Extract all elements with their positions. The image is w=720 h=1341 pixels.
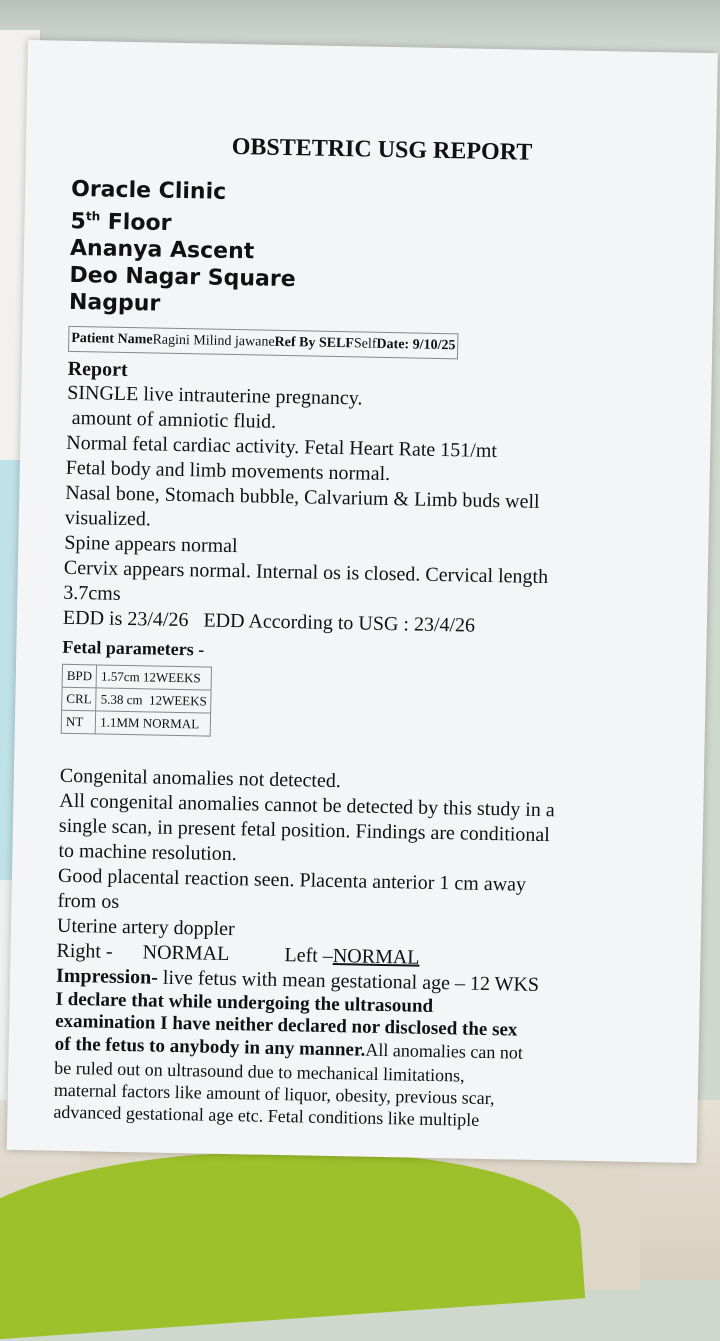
clinic-building: Ananya Ascent: [69, 236, 255, 265]
note-line: Congenital anomalies not detected.: [59, 765, 342, 793]
patient-info-table: [68, 326, 459, 359]
notes-list: [57, 764, 660, 950]
patient-name-label: Patient Name: [71, 331, 153, 348]
floor-word: Floor: [107, 209, 172, 237]
param-value: 1.57cm 12WEEKS: [96, 665, 212, 690]
report-title: OBSTETRIC USG REPORT: [231, 133, 533, 166]
disclaimer-line: maternal factors like amount of liquor, obesity, previous scar,: [53, 1080, 495, 1109]
report-heading: Report: [67, 358, 128, 382]
doppler-left-value: NORMAL: [332, 945, 420, 970]
floor-suffix: th: [85, 209, 101, 224]
impression-label: Impression-: [55, 965, 159, 989]
ref-by-label: Ref By SELF: [274, 335, 355, 352]
clinic-city: Nagpur: [68, 290, 161, 317]
declaration-line: of the fetus to anybody in any manner.: [54, 1034, 366, 1061]
finding-line: Spine appears normal: [64, 532, 238, 558]
declaration-line: I declare that while undergoing the ultrasound: [55, 989, 434, 1018]
note-line: from os: [57, 890, 120, 914]
findings-list: [63, 381, 668, 642]
note-line: Good placental reaction seen. Placenta anterior 1 cm away: [57, 865, 527, 897]
finding-line: visualized.: [64, 507, 152, 531]
table-row: [61, 711, 211, 737]
clinic-name: Oracle Clinic: [70, 176, 227, 205]
finding-line: Nasal bone, Stomach bubble, Calvarium & Limb buds well: [65, 482, 540, 514]
table-row: [62, 665, 212, 691]
finding-line: SINGLE live intrauterine pregnancy.: [67, 382, 363, 410]
disclaimer-inline: All anomalies can not: [365, 1039, 524, 1064]
note-line: single scan, in present fetal position. Findings are conditional: [58, 815, 551, 847]
floor-number: 5: [70, 209, 87, 235]
impression-text: live fetus with mean gestational age – 12 WKS: [157, 966, 540, 997]
doppler-right-value: NORMAL: [142, 941, 229, 966]
patient-info-cell: [69, 327, 459, 359]
clinic-area: Deo Nagar Square: [69, 263, 296, 293]
declaration: [54, 989, 655, 1069]
finding-line: Fetal body and limb movements normal.: [65, 457, 391, 486]
ref-by: Self: [353, 336, 377, 353]
finding-line: EDD is 23/4/26 EDD According to USG : 23/4/26: [62, 607, 476, 638]
report-date: Date: 9/10/25: [376, 337, 456, 354]
finding-line: amount of amniotic fluid.: [66, 407, 277, 434]
note-line: All congenital anomalies cannot be detected by this study in a: [59, 790, 555, 822]
patient-name: Ragini Milind jawane: [152, 332, 275, 351]
param-value: 1.1MM NORMAL: [95, 711, 211, 736]
param-name: NT: [61, 711, 96, 735]
report-document: [53, 121, 672, 1135]
doppler-right-label: Right -: [56, 940, 113, 964]
note-line: Uterine artery doppler: [56, 915, 235, 941]
finding-line: Normal fetal cardiac activity. Fetal Heart Rate 151/mt: [66, 432, 498, 463]
table-row: [62, 688, 212, 714]
doppler-left-label: Left –: [284, 944, 334, 968]
report-paper: [7, 40, 718, 1163]
disclaimer-line: be ruled out on ultrasound due to mechanical limitations,: [54, 1058, 465, 1086]
finding-line: 3.7cms: [63, 582, 121, 606]
param-name: BPD: [62, 665, 97, 689]
fetal-parameters-table: [61, 664, 213, 737]
disclaimer-line: advanced gestational age etc. Fetal conditions like multiple: [53, 1102, 480, 1131]
param-value: 5.38 cm 12WEEKS: [96, 688, 212, 713]
declaration-line: examination I have neither declared nor disclosed the sex: [54, 1011, 518, 1041]
finding-line: Cervix appears normal. Internal os is closed. Cervical length: [63, 557, 549, 589]
param-name: CRL: [62, 688, 97, 712]
note-line: to machine resolution.: [58, 840, 237, 866]
clinic-address: [69, 176, 672, 328]
disclaimer: [53, 1057, 654, 1135]
fetal-parameters-heading: Fetal parameters -: [62, 637, 205, 660]
